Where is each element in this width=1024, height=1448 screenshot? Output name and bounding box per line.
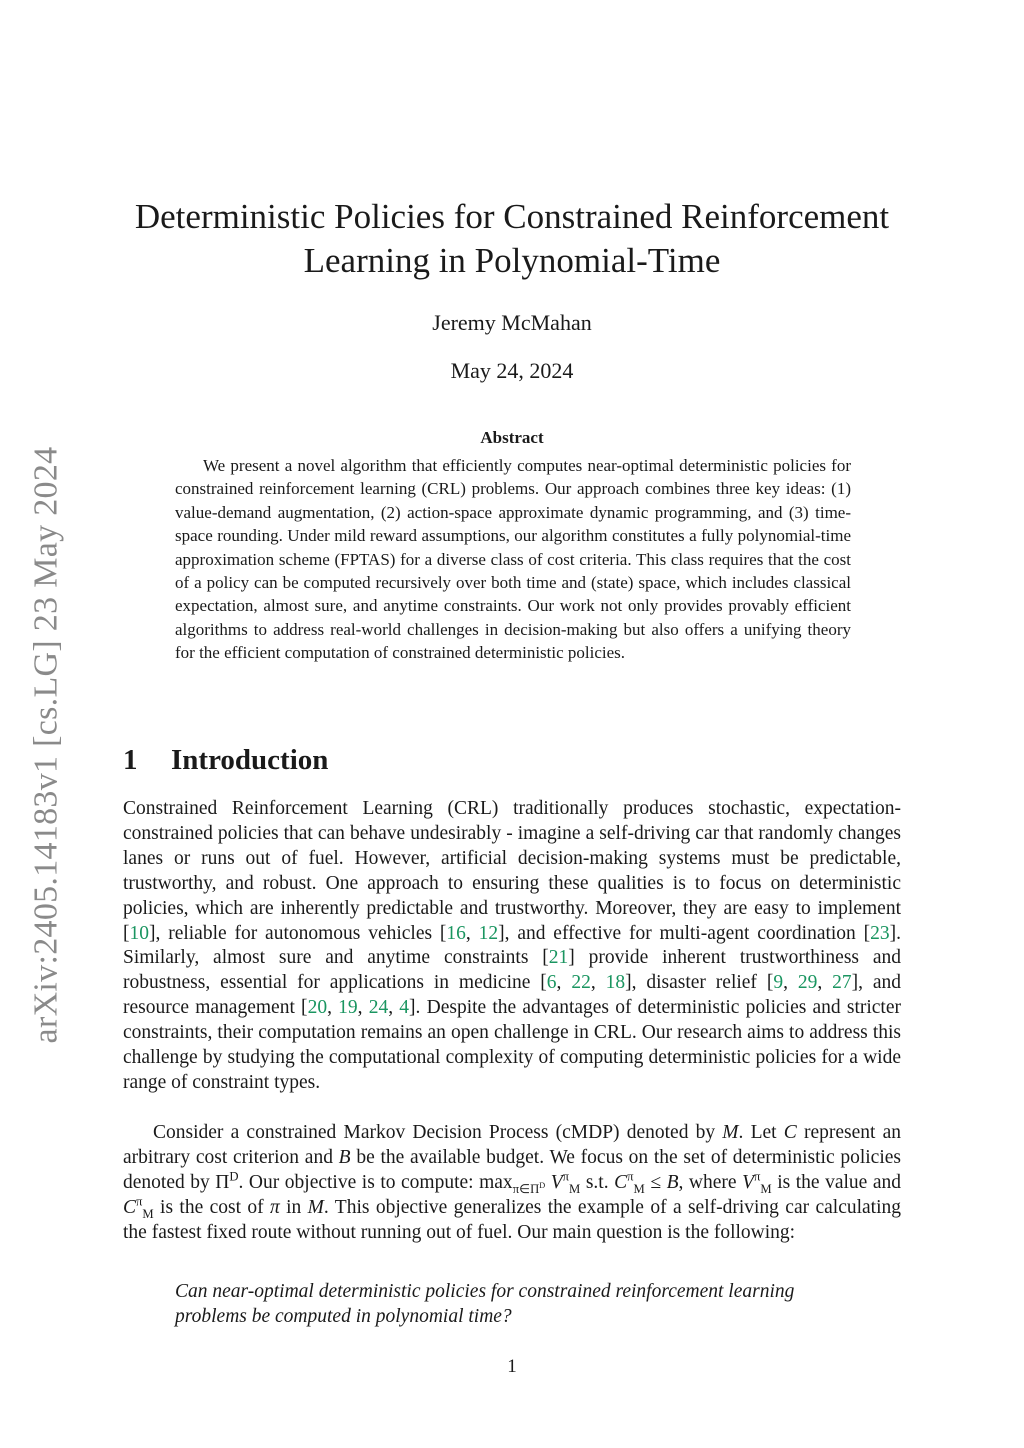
arxiv-sidebar (20, 440, 72, 1050)
math-superscript: D (229, 1169, 239, 1184)
text-run: . This objective generalizes the example of a self-driving car calculating the fastest fixed route without running out of fuel. Our main question is the following: (123, 1196, 902, 1243)
text-run: ], and effective for multi-agent coordination [ (498, 922, 871, 944)
text-run: , where (678, 1171, 743, 1193)
math-superscript: π (136, 1194, 143, 1209)
citation-link[interactable]: 10 (129, 922, 149, 944)
citation-link[interactable]: 20 (307, 997, 328, 1019)
citation-link[interactable]: 22 (571, 972, 591, 994)
math-symbol: B (338, 1146, 351, 1168)
math-superscript: D (539, 1180, 546, 1190)
citation-link[interactable]: 16 (446, 922, 466, 944)
section-number: 1 (123, 744, 138, 776)
citation-link[interactable]: 23 (870, 922, 890, 944)
math-symbol: B (666, 1171, 679, 1193)
arxiv-identifier: arXiv:2405.14183v1 [cs.LG] 23 May 2024 (27, 446, 64, 1044)
math-symbol: V (550, 1171, 563, 1193)
math-subscript: M (633, 1181, 645, 1196)
math-symbol: C (123, 1196, 137, 1218)
paper-title (100, 195, 924, 283)
text-run: ] provide inherent trustworthiness and robustness, essential for applications in medicine [ (123, 947, 902, 994)
abstract-heading: Abstract (480, 428, 544, 447)
math-superscript: π (562, 1169, 570, 1184)
math-subscript: M (760, 1181, 772, 1196)
text-run: Consider a constrained Markov Decision Process (cMDP) denoted by (153, 1122, 723, 1143)
math-superscript: π (754, 1169, 761, 1184)
text-run: ]. Similarly, almost sure and anytime constraints [ (123, 922, 902, 969)
abstract-text: We present a novel algorithm that efficiently computes near-optimal deterministic policies for constrained reinforcement learning (CRL) problems. Our approach combines three key ideas: (1) value-demand augmentation, (2) action-space approximate dynamic programming, and (3) time-space rounding. Under mild reward assumptions, our algorithm constitutes a fully polynomial-time approximation scheme (FPTAS) for a diverse class of cost criteria. This class requires that the cost of a policy can be computed recursively over both time and (state) space, which includes classical expectation, almost sure, and anytime constraints. Our work not only provides provably efficient algorithms to address real-world challenges in decision-making but also offers a unifying theory for the efficient computation of constrained deterministic policies. (175, 456, 851, 663)
math-subscript: M (569, 1181, 581, 1196)
math-symbol: π (269, 1196, 280, 1218)
author-name: Jeremy McMahan (432, 310, 592, 335)
text-run: ], and resource management [ (123, 972, 902, 1019)
section-heading (123, 744, 328, 777)
text-run: Constrained Reinforcement Learning (CRL) traditionally produces stochastic, expectation-constrained policies that can behave undesirably - imagine a self-driving car that randomly changes lanes or runs out of fuel. However, artificial decision-making systems must be predictable, trustworthy, and robust. One approach to ensuring these qualities is to focus on deterministic policies, which are inherently predictable and trustworthy. Moreover, they are easy to implement [ (123, 798, 901, 944)
math-symbol: V (742, 1171, 755, 1193)
citation-link[interactable]: 6 (546, 972, 557, 994)
intro-paragraph-2 (123, 1121, 901, 1246)
math-subscript (513, 1182, 546, 1196)
text-run: be the available budget. We focus on the set of deterministic policies denoted by Π (123, 1146, 901, 1193)
page-number: 1 (507, 1356, 517, 1377)
title-line-2: Learning in Polynomial-Time (303, 241, 721, 280)
math-symbol: C (783, 1122, 797, 1143)
math-superscript: π (627, 1169, 634, 1184)
citation-link[interactable]: 19 (338, 997, 358, 1019)
math-symbol: M (722, 1122, 739, 1143)
text-run: ], reliable for autonomous vehicles [ (149, 922, 447, 944)
math-text: π∈Π (512, 1181, 540, 1196)
citation-link[interactable]: 27 (832, 972, 852, 994)
text-run: represent an arbitrary cost criterion and (123, 1122, 901, 1168)
citation-link[interactable]: 29 (797, 972, 818, 994)
text-run: s.t. (580, 1171, 615, 1193)
citation-link[interactable]: 18 (605, 972, 626, 994)
citation-link[interactable]: 12 (478, 922, 499, 944)
math-subscript: M (142, 1206, 154, 1221)
citation-link[interactable]: 9 (773, 972, 784, 994)
publication-date: May 24, 2024 (450, 358, 574, 383)
citation-link[interactable]: 21 (548, 947, 569, 969)
text-run: in (279, 1196, 308, 1218)
math-symbol: M (307, 1196, 324, 1218)
text-run: ], disaster relief [ (625, 972, 774, 994)
citation-link[interactable]: 24 (368, 997, 389, 1019)
research-question: Can near-optimal deterministic policies for constrained reinforcement learning problems be computed in polynomial time? (175, 1281, 795, 1327)
text-run: . Our objective is to compute: max (238, 1171, 513, 1193)
text-run: ]. Despite the advantages of deterministic policies and stricter constraints, their computation remains an open challenge in CRL. Our research aims to address this challenge by studying the computational complexity of computing deterministic policies for a wide range of constraint types. (123, 997, 902, 1093)
text-run: is the cost of (153, 1196, 270, 1218)
intro-paragraph-1: Constrained Reinforcement Learning (CRL) traditionally produces stochastic, expectation-constrained policies that can behave undesirably - imagine a self-driving car that randomly changes lanes or runs out of fuel. However, artificial decision-making systems must be predictable, trustworthy, and robust. One approach to ensuring these qualities is to focus on deterministic policies, which are inherently predictable and trustworthy. Moreover, they are easy to implement [10], reliable for autonomous vehicles [16, 12], and effective for multi-agent coordination [23]. Similarly, almost sure and anytime constraints [21] provide inherent trustworthiness and robustness, essential for applications in medicine [6, 22, 18], disaster relief [9, 29, 27], and resource management [20, 19, 24, 4]. Despite the advantages of deterministic policies and stricter constraints, their computation remains an open challenge in CRL. Our research aims to address this challenge by studying the computational complexity of computing deterministic policies for a wide range of constraint types. (123, 798, 902, 1093)
math-symbol: C (614, 1171, 628, 1193)
text-run: ≤ (644, 1171, 667, 1193)
citation-link[interactable]: 4 (399, 997, 410, 1019)
section-title: Introduction (171, 744, 329, 776)
text-run: is the value and (771, 1171, 902, 1193)
title-line-1: Deterministic Policies for Constrained Reinforcement (134, 197, 890, 236)
text-run: . Let (738, 1122, 784, 1143)
